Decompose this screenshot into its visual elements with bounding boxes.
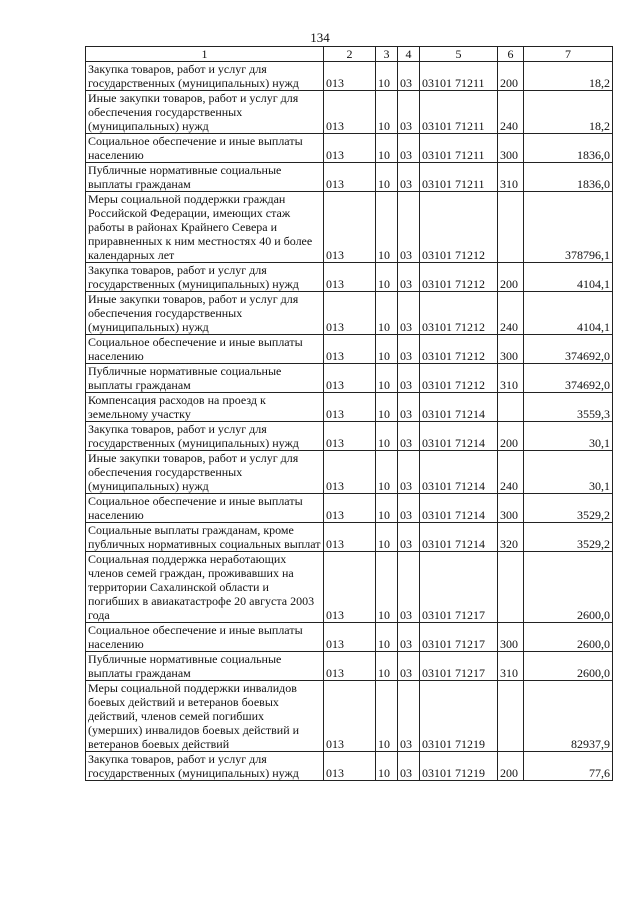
admin-code: 013 [324, 494, 376, 523]
expense-type-code: 310 [498, 364, 524, 393]
target-article-code: 03101 71212 [420, 364, 498, 393]
target-article-code: 03101 71211 [420, 62, 498, 91]
subsection-code: 03 [398, 494, 420, 523]
target-article-code: 03101 71212 [420, 192, 498, 263]
expense-type-code: 200 [498, 752, 524, 781]
header-col-1: 1 [86, 47, 324, 62]
subsection-code: 03 [398, 451, 420, 494]
table-row [86, 552, 613, 623]
subsection-code: 03 [398, 623, 420, 652]
item-name: Закупка товаров, работ и услуг для государственных (муниципальных) нужд [86, 422, 324, 451]
target-article-code: 03101 71214 [420, 523, 498, 552]
expense-type-code [498, 552, 524, 623]
table-row [86, 335, 613, 364]
expense-type-code: 200 [498, 62, 524, 91]
item-name: Иные закупки товаров, работ и услуг для обеспечения государственных (муниципальных) нужд [86, 292, 324, 335]
item-name: Социальное обеспечение и иные выплаты населению [86, 494, 324, 523]
section-code: 10 [376, 62, 398, 91]
item-name: Публичные нормативные социальные выплаты гражданам [86, 652, 324, 681]
target-article-code: 03101 71214 [420, 393, 498, 422]
admin-code: 013 [324, 681, 376, 752]
expense-type-code: 320 [498, 523, 524, 552]
item-name: Иные закупки товаров, работ и услуг для обеспечения государственных (муниципальных) нужд [86, 451, 324, 494]
header-col-4: 4 [398, 47, 420, 62]
admin-code: 013 [324, 451, 376, 494]
section-code: 10 [376, 681, 398, 752]
target-article-code: 03101 71211 [420, 163, 498, 192]
expense-type-code: 240 [498, 292, 524, 335]
item-name: Закупка товаров, работ и услуг для государственных (муниципальных) нужд [86, 752, 324, 781]
item-name: Меры социальной поддержки инвалидов боевых действий и ветеранов боевых действий, членов семей погибших (умерших) инвалидов боевых действий и ветеранов боевых действий [86, 681, 324, 752]
item-name: Социальная поддержка неработающих членов семей граждан, проживавших на территории Сахалинской области и погибших в авиакатастрофе 20 августа 2003 года [86, 552, 324, 623]
subsection-code: 03 [398, 263, 420, 292]
amount: 378796,1 [524, 192, 613, 263]
header-col-5: 5 [420, 47, 498, 62]
amount: 1836,0 [524, 134, 613, 163]
item-name: Социальные выплаты гражданам, кроме публичных нормативных социальных выплат [86, 523, 324, 552]
section-code: 10 [376, 134, 398, 163]
subsection-code: 03 [398, 364, 420, 393]
header-col-3: 3 [376, 47, 398, 62]
target-article-code: 03101 71214 [420, 494, 498, 523]
section-code: 10 [376, 292, 398, 335]
expense-type-code [498, 681, 524, 752]
target-article-code: 03101 71211 [420, 134, 498, 163]
page-number: 134 [310, 30, 330, 45]
subsection-code: 03 [398, 91, 420, 134]
header-col-2: 2 [324, 47, 376, 62]
admin-code: 013 [324, 91, 376, 134]
amount: 1836,0 [524, 163, 613, 192]
section-code: 10 [376, 652, 398, 681]
target-article-code: 03101 71219 [420, 752, 498, 781]
table-row [86, 134, 613, 163]
amount: 374692,0 [524, 364, 613, 393]
section-code: 10 [376, 163, 398, 192]
target-article-code: 03101 71211 [420, 91, 498, 134]
admin-code: 013 [324, 652, 376, 681]
table-row [86, 623, 613, 652]
table-row [86, 494, 613, 523]
target-article-code: 03101 71212 [420, 263, 498, 292]
table-row [86, 393, 613, 422]
item-name: Закупка товаров, работ и услуг для государственных (муниципальных) нужд [86, 62, 324, 91]
expense-type-code: 300 [498, 623, 524, 652]
subsection-code: 03 [398, 134, 420, 163]
item-name: Социальное обеспечение и иные выплаты населению [86, 335, 324, 364]
admin-code: 013 [324, 263, 376, 292]
admin-code: 013 [324, 393, 376, 422]
admin-code: 013 [324, 292, 376, 335]
amount: 2600,0 [524, 652, 613, 681]
target-article-code: 03101 71214 [420, 451, 498, 494]
target-article-code: 03101 71217 [420, 552, 498, 623]
expense-type-code: 200 [498, 263, 524, 292]
table-row [86, 163, 613, 192]
table-row [86, 192, 613, 263]
section-code: 10 [376, 451, 398, 494]
table-row [86, 292, 613, 335]
admin-code: 013 [324, 163, 376, 192]
amount: 2600,0 [524, 552, 613, 623]
amount: 374692,0 [524, 335, 613, 364]
amount: 3559,3 [524, 393, 613, 422]
section-code: 10 [376, 335, 398, 364]
expense-type-code: 240 [498, 91, 524, 134]
section-code: 10 [376, 393, 398, 422]
subsection-code: 03 [398, 292, 420, 335]
admin-code: 013 [324, 62, 376, 91]
section-code: 10 [376, 552, 398, 623]
expense-type-code: 310 [498, 163, 524, 192]
subsection-code: 03 [398, 552, 420, 623]
amount: 2600,0 [524, 623, 613, 652]
subsection-code: 03 [398, 523, 420, 552]
admin-code: 013 [324, 752, 376, 781]
header-col-7: 7 [524, 47, 613, 62]
item-name: Публичные нормативные социальные выплаты гражданам [86, 163, 324, 192]
section-code: 10 [376, 91, 398, 134]
amount: 30,1 [524, 451, 613, 494]
admin-code: 013 [324, 523, 376, 552]
section-code: 10 [376, 192, 398, 263]
table-row [86, 422, 613, 451]
header-row [86, 47, 613, 62]
table-row [86, 681, 613, 752]
section-code: 10 [376, 523, 398, 552]
admin-code: 013 [324, 623, 376, 652]
admin-code: 013 [324, 192, 376, 263]
subsection-code: 03 [398, 681, 420, 752]
admin-code: 013 [324, 134, 376, 163]
target-article-code: 03101 71212 [420, 335, 498, 364]
table-row [86, 523, 613, 552]
amount: 3529,2 [524, 523, 613, 552]
subsection-code: 03 [398, 62, 420, 91]
admin-code: 013 [324, 335, 376, 364]
expense-type-code: 300 [498, 335, 524, 364]
table-row [86, 91, 613, 134]
admin-code: 013 [324, 364, 376, 393]
item-name: Закупка товаров, работ и услуг для государственных (муниципальных) нужд [86, 263, 324, 292]
table-row [86, 451, 613, 494]
section-code: 10 [376, 364, 398, 393]
admin-code: 013 [324, 552, 376, 623]
expense-type-code: 200 [498, 422, 524, 451]
expense-type-code [498, 393, 524, 422]
subsection-code: 03 [398, 335, 420, 364]
expense-type-code [498, 192, 524, 263]
item-name: Социальное обеспечение и иные выплаты населению [86, 623, 324, 652]
subsection-code: 03 [398, 163, 420, 192]
item-name: Меры социальной поддержки граждан Российской Федерации, имеющих стаж работы в районах Крайнего Севера и приравненных к ним местностях 40 и более календарных лет [86, 192, 324, 263]
table-row [86, 752, 613, 781]
amount: 18,2 [524, 91, 613, 134]
section-code: 10 [376, 623, 398, 652]
header-col-6: 6 [498, 47, 524, 62]
section-code: 10 [376, 494, 398, 523]
amount: 30,1 [524, 422, 613, 451]
expense-type-code: 310 [498, 652, 524, 681]
target-article-code: 03101 71219 [420, 681, 498, 752]
amount: 3529,2 [524, 494, 613, 523]
amount: 77,6 [524, 752, 613, 781]
item-name: Компенсация расходов на проезд к земельному участку [86, 393, 324, 422]
table-row [86, 62, 613, 91]
item-name: Иные закупки товаров, работ и услуг для обеспечения государственных (муниципальных) нужд [86, 91, 324, 134]
expense-type-code: 300 [498, 494, 524, 523]
budget-table [85, 46, 613, 781]
admin-code: 013 [324, 422, 376, 451]
subsection-code: 03 [398, 393, 420, 422]
subsection-code: 03 [398, 192, 420, 263]
item-name: Социальное обеспечение и иные выплаты населению [86, 134, 324, 163]
table-row [86, 652, 613, 681]
section-code: 10 [376, 263, 398, 292]
subsection-code: 03 [398, 652, 420, 681]
section-code: 10 [376, 422, 398, 451]
amount: 4104,1 [524, 292, 613, 335]
item-name: Публичные нормативные социальные выплаты гражданам [86, 364, 324, 393]
table-row [86, 263, 613, 292]
subsection-code: 03 [398, 752, 420, 781]
expense-type-code: 300 [498, 134, 524, 163]
amount: 82937,9 [524, 681, 613, 752]
subsection-code: 03 [398, 422, 420, 451]
table-row [86, 364, 613, 393]
target-article-code: 03101 71214 [420, 422, 498, 451]
amount: 4104,1 [524, 263, 613, 292]
target-article-code: 03101 71217 [420, 652, 498, 681]
expense-type-code: 240 [498, 451, 524, 494]
amount: 18,2 [524, 62, 613, 91]
target-article-code: 03101 71217 [420, 623, 498, 652]
section-code: 10 [376, 752, 398, 781]
target-article-code: 03101 71212 [420, 292, 498, 335]
